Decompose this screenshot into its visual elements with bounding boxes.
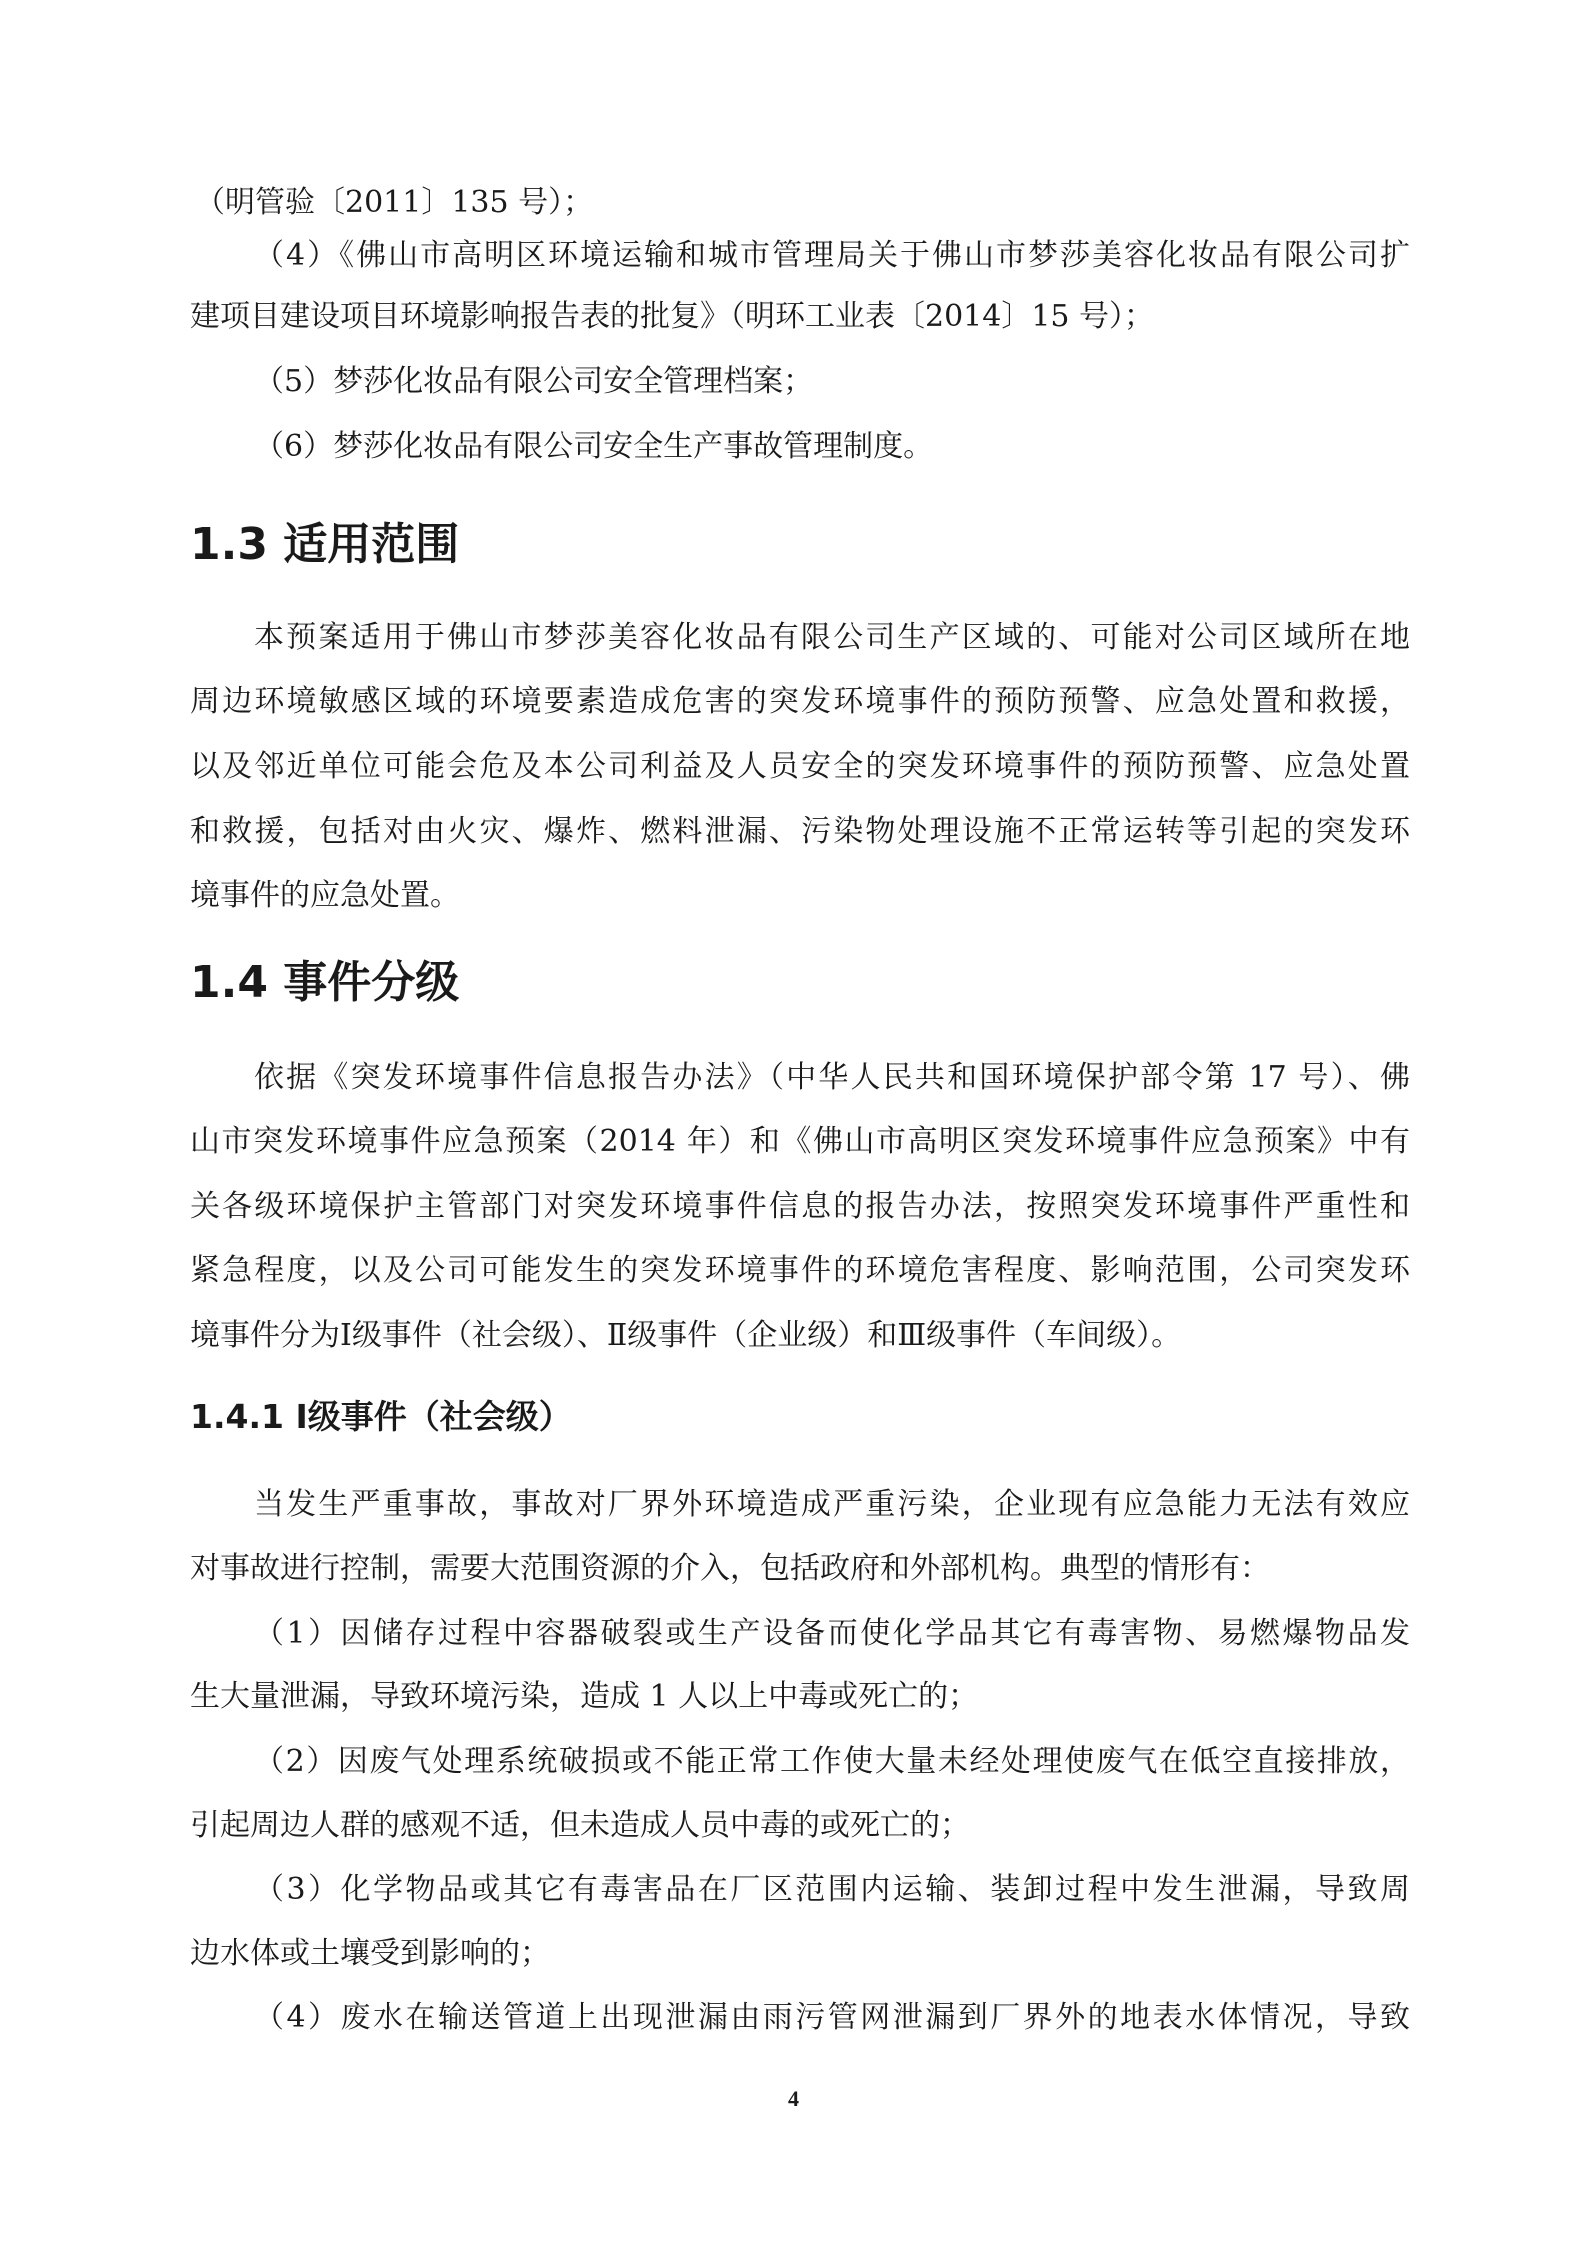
paragraph-line: 境事件分为Ⅰ级事件（社会级）、Ⅱ级事件（企业级）和Ⅲ级事件（车间级）。 (190, 1318, 1182, 1353)
paragraph-line: （2）因废气处理系统破损或不能正常工作使大量未经处理使废气在低空直接排放， (254, 1744, 1410, 1779)
paragraph-line: 境事件的应急处置。 (190, 878, 460, 913)
paragraph-line: （5）梦莎化妆品有限公司安全管理档案； (254, 364, 814, 399)
paragraph-line: 建项目建设项目环境影响报告表的批复》（明环工业表〔2014〕15 号）； (190, 299, 1155, 334)
paragraph-line: 依据《突发环境事件信息报告办法》（中华人民共和国环境保护部令第 17 号）、佛 (254, 1060, 1410, 1095)
paragraph-line: （6）梦莎化妆品有限公司安全生产事故管理制度。 (254, 429, 934, 464)
paragraph-line: （4）废水在输送管道上出现泄漏由雨污管网泄漏到厂界外的地表水体情况，导致 (254, 2000, 1410, 2035)
paragraph-line: （4）《佛山市高明区环境运输和城市管理局关于佛山市梦莎美容化妆品有限公司扩 (254, 238, 1410, 273)
paragraph-line: （明管验〔2011〕135 号）； (195, 185, 594, 220)
section-heading: 1.4 事件分级 (190, 957, 460, 1008)
paragraph-line: 以及邻近单位可能会危及本公司利益及人员安全的突发环境事件的预防预警、应急处置 (190, 749, 1410, 784)
paragraph-line: 关各级环境保护主管部门对突发环境事件信息的报告办法，按照突发环境事件严重性和 (190, 1189, 1410, 1224)
page-number: 4 (788, 2086, 799, 2111)
paragraph-line: 周边环境敏感区域的环境要素造成危害的突发环境事件的预防预警、应急处置和救援， (190, 684, 1410, 719)
subsection-heading: 1.4.1 Ⅰ级事件（社会级） (190, 1397, 572, 1436)
paragraph-line: 紧急程度，以及公司可能发生的突发环境事件的环境危害程度、影响范围，公司突发环 (190, 1253, 1410, 1288)
paragraph-line: 对事故进行控制，需要大范围资源的介入，包括政府和外部机构。典型的情形有： (190, 1551, 1270, 1586)
paragraph-line: 引起周边人群的感观不适，但未造成人员中毒的或死亡的； (190, 1808, 970, 1843)
paragraph-line: 和救援，包括对由火灾、爆炸、燃料泄漏、污染物处理设施不正常运转等引起的突发环 (190, 814, 1410, 849)
paragraph-line: 山市突发环境事件应急预案（2014 年）和《佛山市高明区突发环境事件应急预案》中有 (190, 1124, 1410, 1159)
paragraph-line: 当发生严重事故，事故对厂界外环境造成严重污染，企业现有应急能力无法有效应 (254, 1487, 1410, 1522)
section-heading: 1.3 适用范围 (190, 519, 460, 570)
paragraph-line: 生大量泄漏，导致环境污染，造成 1 人以上中毒或死亡的； (190, 1679, 979, 1714)
paragraph-line: （3）化学物品或其它有毒害品在厂区范围内运输、装卸过程中发生泄漏，导致周 (254, 1872, 1410, 1907)
paragraph-line: 本预案适用于佛山市梦莎美容化妆品有限公司生产区域的、可能对公司区域所在地 (254, 620, 1410, 655)
paragraph-line: （1）因储存过程中容器破裂或生产设备而使化学品其它有毒害物、易燃爆物品发 (254, 1616, 1410, 1651)
paragraph-line: 边水体或土壤受到影响的； (190, 1936, 550, 1971)
